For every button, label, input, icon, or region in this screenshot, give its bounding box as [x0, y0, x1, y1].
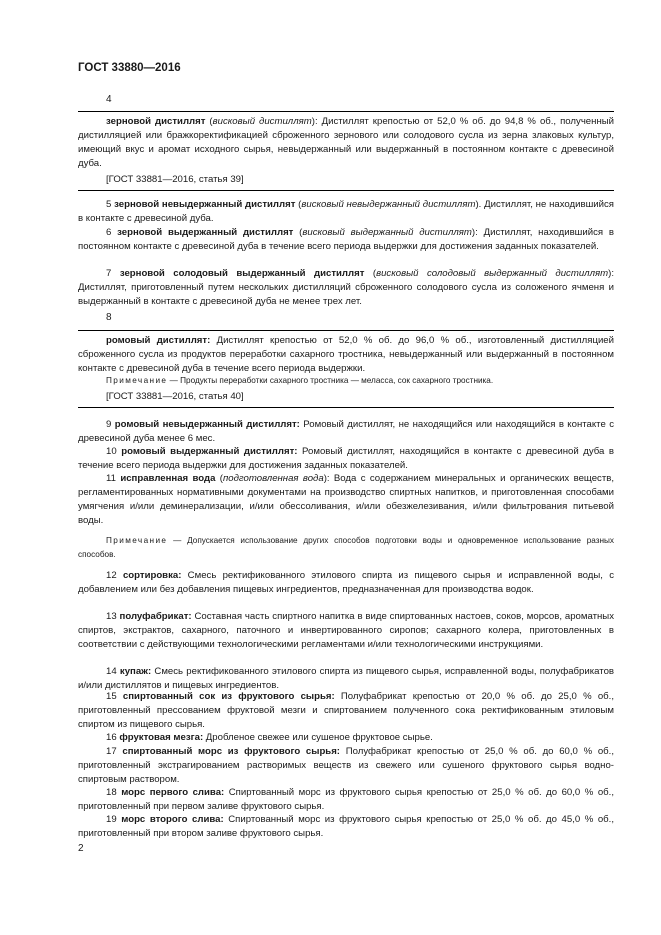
term-definition — [78, 690, 614, 732]
term-number: 4 — [106, 94, 112, 105]
term-definition — [78, 786, 614, 814]
term-name: зерновой невыдержанный дистиллят — [114, 199, 296, 210]
document-header: ГОСТ 33880—2016 — [78, 62, 181, 74]
term-number: 10 — [106, 446, 117, 457]
definition-text: Смесь ректификованного этилового спирта из пищевого сырья и исправленной воды, с добавлением или без добавления пищевых ингредиентов, предназначенная для производства водок. — [78, 570, 615, 595]
term-name: ромовый дистиллят: — [106, 335, 211, 346]
definition-text: : Дистиллят крепостью от 52,0 % об. до 94,8 % об., полученный дистилляцией или бражкоректификацией сброженного зернового или солодового сусла из зерна злаковых культур, имеющий вкус и аромат исходного сырья, невыдержанный или выдержанный в постоянном контакте с древесиной дуба. — [78, 116, 614, 169]
definition-text: Спиртованный морс из фруктового сырья крепостью от 25,0 % об. до 45,0 % об., приготовленный при втором заливе фруктового сырья. — [78, 814, 615, 839]
definition-text: : Дистиллят, находившийся в постоянном контакте с древесиной дуба в течение всего периода выдержки для достижения заданных показателей. — [78, 227, 614, 252]
term-definition: 11 исправленная вода (подготовленная вода): Вода с содержанием минеральных и органических веществ, регламентированных нормативными документами на производство спиртных напитков, и приготовленная способами умягчения и/или деминерализации, и/или обессоливания, и/или обезжелезивания, и/или фильтрования питьевой воды. — [78, 473, 614, 526]
definition-text: Ромовый дистиллят, находящийся в контакте с древесиной дуба в течение всего периода выдержки для достижения заданных показателей. — [78, 446, 615, 471]
term-number: 13 — [106, 611, 117, 622]
note-text: — Продукты переработки сахарного тростника — меласса, сок сахарного тростника. — [167, 376, 494, 385]
term-definition: 7 зерновой солодовый выдержанный дистиллят (висковый солодовый выдержанный дистиллят): Дистиллят, приготовленный путем нескольких дистилляций сброженного солодового сусла из соложеного ячменя и выдержанный в контакте с древесиной дуба не менее трех лет. — [78, 268, 614, 307]
term-name: зерновой солодовый выдержанный дистиллят — [119, 268, 365, 279]
term-synonym: висковый невыдержанный дистиллят — [301, 199, 476, 210]
term-number: 11 — [106, 473, 116, 484]
definition-text: Полуфабрикат крепостью от 20,0 % об. до 25,0 % об., приготовленный прессованием фруктовой мезги и спиртованием полученного сока ректификованным этиловым спиртом из пищевого сырья. — [78, 691, 615, 730]
definition-text: Смесь ректификованного этилового спирта из пищевого сырья, исправленной воды, полуфабрикатов и/или дистиллятов и пищевых ингредиентов. — [78, 666, 615, 691]
definition-text: Составная часть спиртного напитка в виде спиртованных настоев, соков, морсов, ароматных спиртов, экстрактов, сахарного, паточного и инвертированного сиропов; сахарного колера, приготовленных в соответствии с действующими технологическими регламентами и/или технологическими инструкциями. — [78, 611, 615, 650]
term-synonym: подготовленная вода — [223, 473, 324, 484]
term-definition — [78, 445, 614, 473]
source-citation: [ГОСТ 33881—2016, статья 40] — [106, 391, 244, 402]
term-synonym: висковый дистиллят — [212, 116, 312, 127]
term-definition: 5 зерновой невыдержанный дистиллят (висковый невыдержанный дистиллят). Дистиллят, не находившийся в контакте с древесиной дуба. — [78, 199, 614, 224]
term-name: ромовый невыдержанный дистиллят: — [114, 419, 300, 430]
term-number: 18 — [106, 787, 117, 798]
term-name: морс второго слива: — [121, 814, 224, 825]
term-definition — [78, 610, 614, 652]
term-name: исправленная вода — [120, 473, 216, 484]
definition-text: . Дистиллят, не находившийся в контакте с древесиной дуба. — [78, 199, 614, 224]
term-number: 17 — [106, 746, 117, 757]
definition-text: Дистиллят крепостью от 52,0 % об. до 96,0 % об., изготовленный дистилляцией сброженного сусла из продуктов переработки сахарного тростника, невыдержанный или выдержанный в постоянном контакте с древесиной дуба в течение всего периода выдержки. — [78, 335, 614, 374]
term-name: купаж: — [119, 666, 152, 677]
term-name: спиртованный морс из фруктового сырья: — [122, 746, 340, 757]
term-number: 7 — [106, 268, 112, 279]
term-name: зерновой дистиллят — [106, 116, 206, 127]
term-definition: 6 зерновой выдержанный дистиллят (висковый выдержанный дистиллят): Дистиллят, находившийся в постоянном контакте с древесиной дуба в течение всего периода выдержки для достижения заданных показателей. — [78, 227, 614, 252]
term-definition — [78, 813, 614, 841]
term-name: морс первого слива: — [121, 787, 225, 798]
term-definition: зерновой дистиллят (висковый дистиллят): Дистиллят крепостью от 52,0 % об. до 94,8 % об., полученный дистилляцией или бражкоректификацией сброженного зернового или солодового сусла из зерна злаковых культур, имеющий вкус и аромат исходного сырья, невыдержанный или выдержанный в постоянном контакте с древесиной дуба. — [78, 116, 614, 169]
term-number: 5 — [106, 199, 112, 210]
term-definition — [78, 569, 614, 597]
definition-text: Дробленое свежее или сушеное фруктовое сырье. — [203, 732, 433, 743]
definition-text: : Дистиллят, приготовленный путем нескольких дистилляций сброженного солодового сусла из соложеного ячменя и выдержанный в контакте с древесиной дуба не менее трех лет. — [78, 268, 614, 307]
term-definition — [78, 334, 614, 376]
term-number: 6 — [106, 227, 112, 238]
term-name: фруктовая мезга: — [119, 732, 204, 743]
note-label: Примечание — [106, 536, 168, 545]
definition-text: Спиртованный морс из фруктового сырья крепостью от 25,0 % об. до 60,0 % об., приготовленный при первом заливе фруктового сырья. — [78, 787, 614, 812]
note-text: — Допускается использование других способов подготовки воды и одновременное использование разных способов. — [78, 536, 614, 559]
term-number: 15 — [106, 691, 117, 702]
term-name: сортировка: — [122, 570, 182, 581]
term-definition — [78, 731, 614, 745]
term-name: ромовый выдержанный дистиллят: — [121, 446, 298, 457]
term-number: 16 — [106, 732, 117, 743]
term-name: полуфабрикат: — [119, 611, 192, 622]
definition-text: Полуфабрикат крепостью от 25,0 % об. до 60,0 % об., приготовленный экстрагированием растворимых веществ из свежего или сушеного фруктового сырья водно-спиртовым раствором. — [78, 746, 614, 785]
term-note — [78, 534, 614, 561]
term-name: спиртованный сок из фруктового сырья: — [122, 691, 335, 702]
note-label: Примечание — [106, 376, 168, 385]
definition-text: Ромовый дистиллят, не находящийся или находящийся в контакте с древесиной дуба менее 6 мес. — [78, 419, 614, 444]
term-number: 19 — [106, 814, 117, 825]
term-definition — [78, 418, 614, 446]
term-name: зерновой выдержанный дистиллят — [117, 227, 294, 238]
term-number: 9 — [106, 419, 112, 430]
term-definition — [78, 745, 614, 787]
term-note — [78, 374, 614, 388]
definition-text: : Вода с содержанием минеральных и органических веществ, регламентированных нормативными документами на производство спиртных напитков, и приготовленная способами умягчения и/или деминерализации, и/или обессоливания, и/или обезжелезивания, и/или фильтрования питьевой воды. — [78, 473, 614, 526]
term-synonym: висковый солодовый выдержанный дистиллят — [376, 268, 609, 279]
term-number: 14 — [106, 666, 117, 677]
term-number: 8 — [106, 312, 112, 323]
page-number: 2 — [78, 843, 84, 854]
term-definition — [78, 665, 614, 693]
source-citation: [ГОСТ 33881—2016, статья 39] — [106, 174, 244, 185]
term-number: 12 — [106, 570, 117, 581]
term-synonym: висковый выдержанный дистиллят — [302, 227, 472, 238]
